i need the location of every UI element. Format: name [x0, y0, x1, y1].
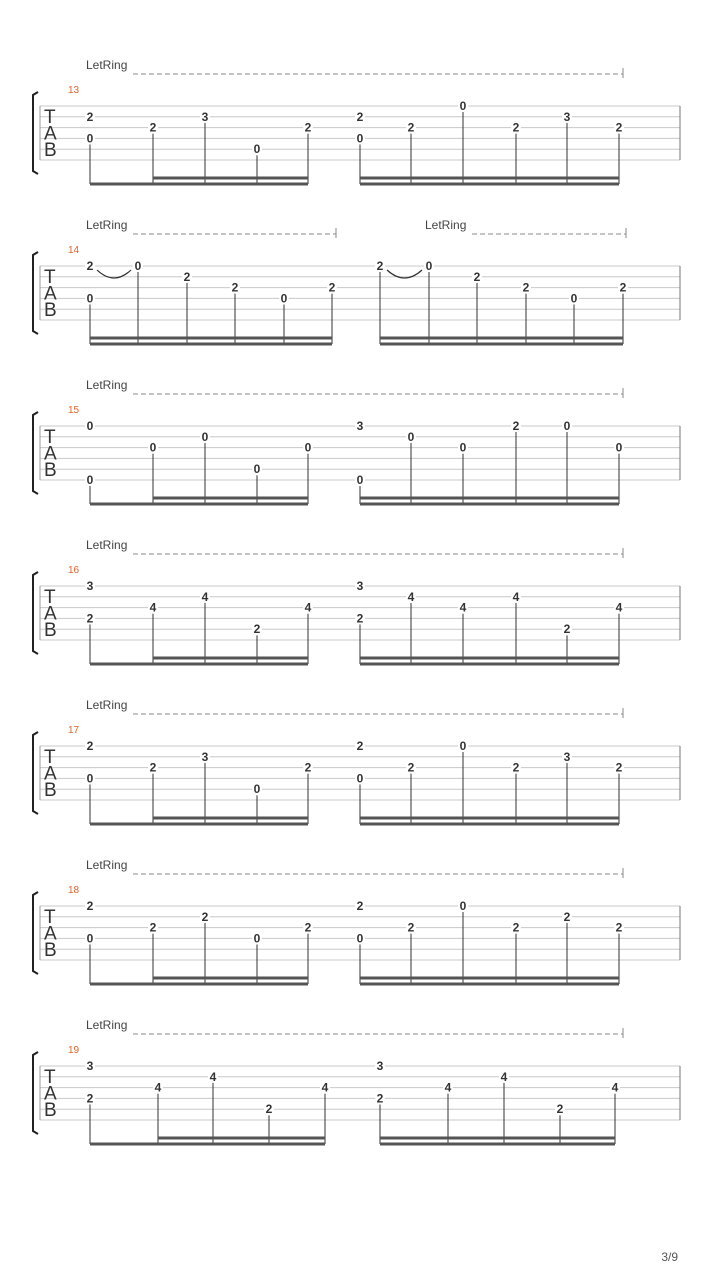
fret-number: 0: [86, 473, 94, 487]
tab-clef-letter: B: [44, 1100, 57, 1121]
tab-clef-letter: T: [44, 107, 56, 128]
beam-secondary: [90, 337, 332, 340]
beam-secondary: [360, 817, 619, 820]
beam-primary: [90, 343, 332, 346]
beam-secondary: [158, 1137, 325, 1140]
let-ring-label: LetRing: [86, 218, 128, 232]
fret-number: 0: [563, 419, 571, 433]
fret-number: 0: [425, 259, 433, 273]
tab-clef-letter: A: [44, 763, 57, 785]
fret-number: 2: [512, 419, 520, 433]
fret-number: 2: [149, 760, 157, 775]
measure-number: 18: [68, 885, 80, 896]
tab-clef-letter: T: [44, 747, 56, 768]
tab-clef-letter: B: [44, 620, 57, 641]
fret-number: 2: [356, 739, 364, 753]
beam-secondary: [360, 977, 619, 980]
fret-number: 2: [512, 760, 520, 775]
measure-number: 13: [68, 85, 80, 96]
tab-system-17: [33, 698, 680, 826]
tab-clef-letter: A: [44, 123, 57, 145]
fret-number: 3: [86, 1059, 94, 1073]
fret-number: 4: [459, 600, 467, 615]
beam-secondary: [360, 657, 619, 660]
fret-number: 0: [86, 291, 94, 306]
staff-bracket: [33, 892, 38, 974]
fret-number: 2: [304, 920, 312, 935]
fret-number: 2: [231, 280, 239, 295]
fret-number: 2: [328, 280, 336, 295]
beam-secondary: [380, 1137, 615, 1140]
tab-clef-letter: A: [44, 443, 57, 465]
tab-clef-letter: T: [44, 1067, 56, 1088]
fret-number: 2: [304, 120, 312, 135]
fret-number: 4: [611, 1080, 619, 1095]
tab-clef-letter: B: [44, 300, 57, 321]
tab-system-14: [33, 218, 680, 346]
fret-number: 4: [444, 1080, 452, 1095]
staff-bracket: [33, 252, 38, 334]
tab-clef-letter: B: [44, 140, 57, 161]
fret-number: 2: [407, 760, 415, 775]
staff-bracket: [33, 732, 38, 814]
fret-number: 2: [356, 899, 364, 913]
beam-secondary: [153, 817, 308, 820]
fret-number: 0: [86, 931, 94, 946]
fret-number: 4: [500, 1069, 508, 1084]
fret-number: 0: [356, 473, 364, 487]
fret-number: 2: [376, 1091, 384, 1106]
fret-number: 0: [253, 462, 261, 477]
fret-number: 3: [376, 1059, 384, 1073]
fret-number: 2: [86, 259, 94, 273]
staff-bracket: [33, 572, 38, 654]
fret-number: 2: [149, 920, 157, 935]
beam-primary: [380, 1143, 615, 1146]
fret-number: 2: [86, 739, 94, 753]
fret-number: 3: [356, 419, 364, 433]
tab-clef-letter: B: [44, 940, 57, 961]
beam-primary: [360, 823, 619, 826]
beam-secondary: [380, 337, 623, 340]
fret-number: 3: [201, 749, 209, 764]
beam-primary: [360, 183, 619, 186]
beam-secondary: [153, 177, 308, 180]
beam-primary: [360, 663, 619, 666]
tab-system-13: [33, 58, 680, 186]
fret-number: 3: [356, 579, 364, 593]
fret-number: 4: [407, 589, 415, 604]
fret-number: 2: [522, 280, 530, 295]
tab-clef-letter: A: [44, 603, 57, 625]
fret-number: 4: [209, 1069, 217, 1084]
measure-number: 19: [68, 1045, 80, 1056]
let-ring-label: LetRing: [86, 378, 128, 392]
fret-number: 2: [86, 1091, 94, 1106]
fret-number: 0: [356, 771, 364, 786]
beam-secondary: [360, 497, 619, 500]
tab-system-16: [33, 538, 680, 666]
beam-primary: [90, 983, 308, 986]
fret-number: 0: [459, 899, 467, 913]
beam-secondary: [153, 497, 308, 500]
fret-number: 4: [149, 600, 157, 615]
fret-number: 3: [563, 109, 571, 124]
fret-number: 2: [407, 120, 415, 135]
fret-number: 0: [459, 440, 467, 455]
beam-primary: [90, 823, 308, 826]
fret-number: 0: [304, 440, 312, 455]
fret-number: 0: [253, 782, 261, 797]
fret-number: 0: [459, 99, 467, 113]
let-ring-label: LetRing: [86, 1018, 128, 1032]
fret-number: 0: [280, 291, 288, 306]
fret-number: 4: [512, 589, 520, 604]
fret-number: 2: [619, 280, 627, 295]
tab-system-18: [33, 858, 680, 986]
staff-bracket: [33, 1052, 38, 1134]
tab-clef-letter: B: [44, 780, 57, 801]
beam-secondary: [360, 177, 619, 180]
fret-number: 4: [615, 600, 623, 615]
fret-number: 2: [265, 1102, 273, 1117]
beam-primary: [360, 983, 619, 986]
measure-number: 15: [68, 405, 80, 416]
fret-number: 4: [304, 600, 312, 615]
staff-bracket: [33, 92, 38, 174]
tab-system-19: [33, 1018, 680, 1146]
tab-clef-letter: A: [44, 923, 57, 945]
tab-clef-letter: T: [44, 427, 56, 448]
tab-clef-letter: T: [44, 587, 56, 608]
fret-number: 2: [563, 622, 571, 637]
fret-number: 0: [86, 419, 94, 433]
beam-secondary: [153, 977, 308, 980]
tab-system-15: [33, 378, 680, 506]
fret-number: 2: [556, 1102, 564, 1117]
fret-number: 2: [563, 909, 571, 924]
let-ring-label: LetRing: [425, 218, 467, 232]
fret-number: 2: [615, 120, 623, 135]
fret-number: 2: [356, 611, 364, 626]
fret-number: 0: [149, 440, 157, 455]
fret-number: 2: [183, 269, 191, 284]
beam-secondary: [153, 657, 308, 660]
let-ring-label: LetRing: [86, 58, 128, 72]
fret-number: 0: [86, 771, 94, 786]
measure-number: 16: [68, 565, 80, 576]
fret-number: 4: [321, 1080, 329, 1095]
fret-number: 0: [201, 429, 209, 444]
beam-primary: [90, 663, 308, 666]
fret-number: 2: [304, 760, 312, 775]
fret-number: 0: [253, 142, 261, 157]
fret-number: 2: [86, 899, 94, 913]
fret-number: 2: [407, 920, 415, 935]
fret-number: 2: [615, 760, 623, 775]
fret-number: 0: [570, 291, 578, 306]
fret-number: 0: [356, 131, 364, 146]
fret-number: 2: [86, 611, 94, 626]
fret-number: 0: [459, 739, 467, 753]
fret-number: 0: [407, 429, 415, 444]
tab-clef-letter: T: [44, 267, 56, 288]
fret-number: 0: [86, 131, 94, 146]
beam-primary: [90, 503, 308, 506]
beam-primary: [380, 343, 623, 346]
fret-number: 2: [376, 259, 384, 273]
measure-number: 14: [68, 245, 80, 256]
let-ring-label: LetRing: [86, 538, 128, 552]
beam-primary: [360, 503, 619, 506]
beam-primary: [90, 1143, 325, 1146]
fret-number: 2: [356, 109, 364, 124]
tab-clef-letter: T: [44, 907, 56, 928]
measure-number: 17: [68, 725, 80, 736]
beam-primary: [90, 183, 308, 186]
staff-bracket: [33, 412, 38, 494]
fret-number: 3: [563, 749, 571, 764]
fret-number: 2: [512, 920, 520, 935]
let-ring-label: LetRing: [86, 858, 128, 872]
let-ring-label: LetRing: [86, 698, 128, 712]
fret-number: 2: [473, 269, 481, 284]
tab-clef-letter: B: [44, 460, 57, 481]
tab-clef-letter: A: [44, 283, 57, 305]
fret-number: 0: [615, 440, 623, 455]
fret-number: 3: [201, 109, 209, 124]
fret-number: 4: [201, 589, 209, 604]
fret-number: 4: [154, 1080, 162, 1095]
fret-number: 3: [86, 579, 94, 593]
tab-clef-letter: A: [44, 1083, 57, 1105]
page-number: 3/9: [661, 1250, 678, 1264]
fret-number: 2: [149, 120, 157, 135]
fret-number: 2: [512, 120, 520, 135]
fret-number: 0: [356, 931, 364, 946]
fret-number: 0: [253, 931, 261, 946]
fret-number: 2: [615, 920, 623, 935]
fret-number: 2: [201, 909, 209, 924]
fret-number: 2: [86, 109, 94, 124]
fret-number: 0: [134, 259, 142, 273]
fret-number: 2: [253, 622, 261, 637]
